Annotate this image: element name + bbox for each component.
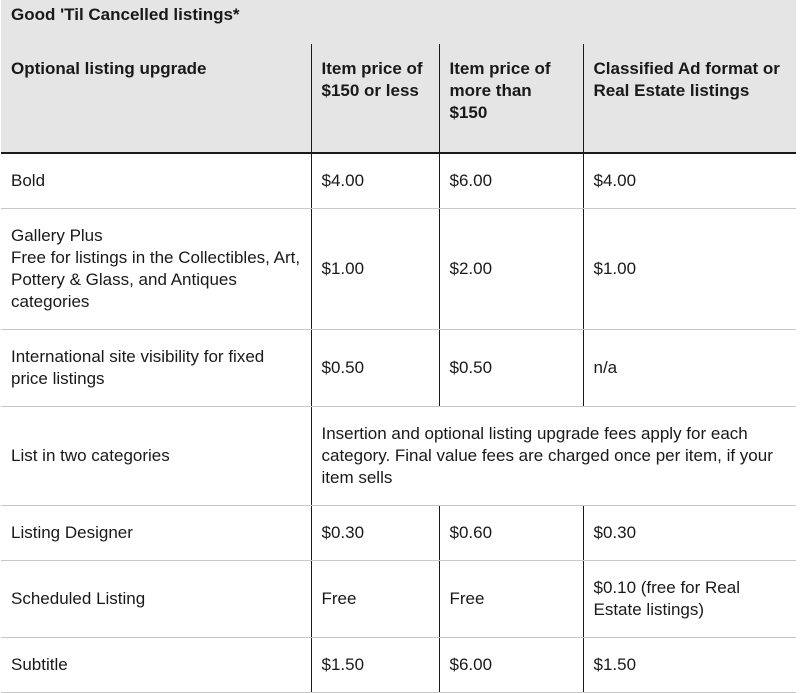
table-row — [1, 638, 796, 693]
header-classified-real-estate: Classified Ad format or Real Estate listings — [583, 44, 796, 153]
fees-table — [1, 0, 796, 693]
fee-classified: $0.30 — [583, 506, 796, 561]
fee-more-than-150: $6.00 — [439, 638, 583, 693]
fee-classified: n/a — [583, 330, 796, 407]
upgrade-name: Listing Designer — [1, 506, 311, 561]
upgrade-note: Free for listings in the Collectibles, Art, Pottery & Glass, and Antiques categories — [11, 248, 301, 311]
fee-150-or-less: $1.50 — [311, 638, 439, 693]
merged-fee-note: Insertion and optional listing upgrade fees apply for each category. Final value fees are charged once per item, if your item sells — [311, 407, 796, 506]
table-row — [1, 330, 796, 407]
fee-classified: $1.00 — [583, 209, 796, 330]
fee-150-or-less: $0.50 — [311, 330, 439, 407]
fee-150-or-less: $4.00 — [311, 153, 439, 209]
table-row — [1, 506, 796, 561]
upgrade-name: Scheduled Listing — [1, 561, 311, 638]
table-caption: Good 'Til Cancelled listings* — [1, 0, 796, 44]
fee-more-than-150: $0.50 — [439, 330, 583, 407]
fee-more-than-150: Free — [439, 561, 583, 638]
upgrade-name: List in two categories — [1, 407, 311, 506]
upgrade-name: Gallery Plus — [11, 226, 103, 245]
fee-classified: $0.10 (free for Real Estate listings) — [583, 561, 796, 638]
header-price-150-or-less: Item price of $150 or less — [311, 44, 439, 153]
upgrade-name: Subtitle — [1, 638, 311, 693]
fee-150-or-less: Free — [311, 561, 439, 638]
table-row — [1, 153, 796, 209]
upgrade-name: Bold — [1, 153, 311, 209]
fees-table-container — [1, 0, 796, 690]
upgrade-name-cell — [1, 209, 311, 330]
table-row — [1, 561, 796, 638]
fee-150-or-less: $0.30 — [311, 506, 439, 561]
fee-more-than-150: $0.60 — [439, 506, 583, 561]
table-row — [1, 407, 796, 506]
fee-150-or-less: $1.00 — [311, 209, 439, 330]
header-optional-upgrade: Optional listing upgrade — [1, 44, 311, 153]
fee-classified: $1.50 — [583, 638, 796, 693]
table-header-row — [1, 44, 796, 153]
fee-classified: $4.00 — [583, 153, 796, 209]
fee-more-than-150: $2.00 — [439, 209, 583, 330]
header-price-more-than-150: Item price of more than $150 — [439, 44, 583, 153]
table-row — [1, 209, 796, 330]
fee-more-than-150: $6.00 — [439, 153, 583, 209]
upgrade-name: International site visibility for fixed price listings — [1, 330, 311, 407]
table-caption-row — [1, 0, 796, 44]
